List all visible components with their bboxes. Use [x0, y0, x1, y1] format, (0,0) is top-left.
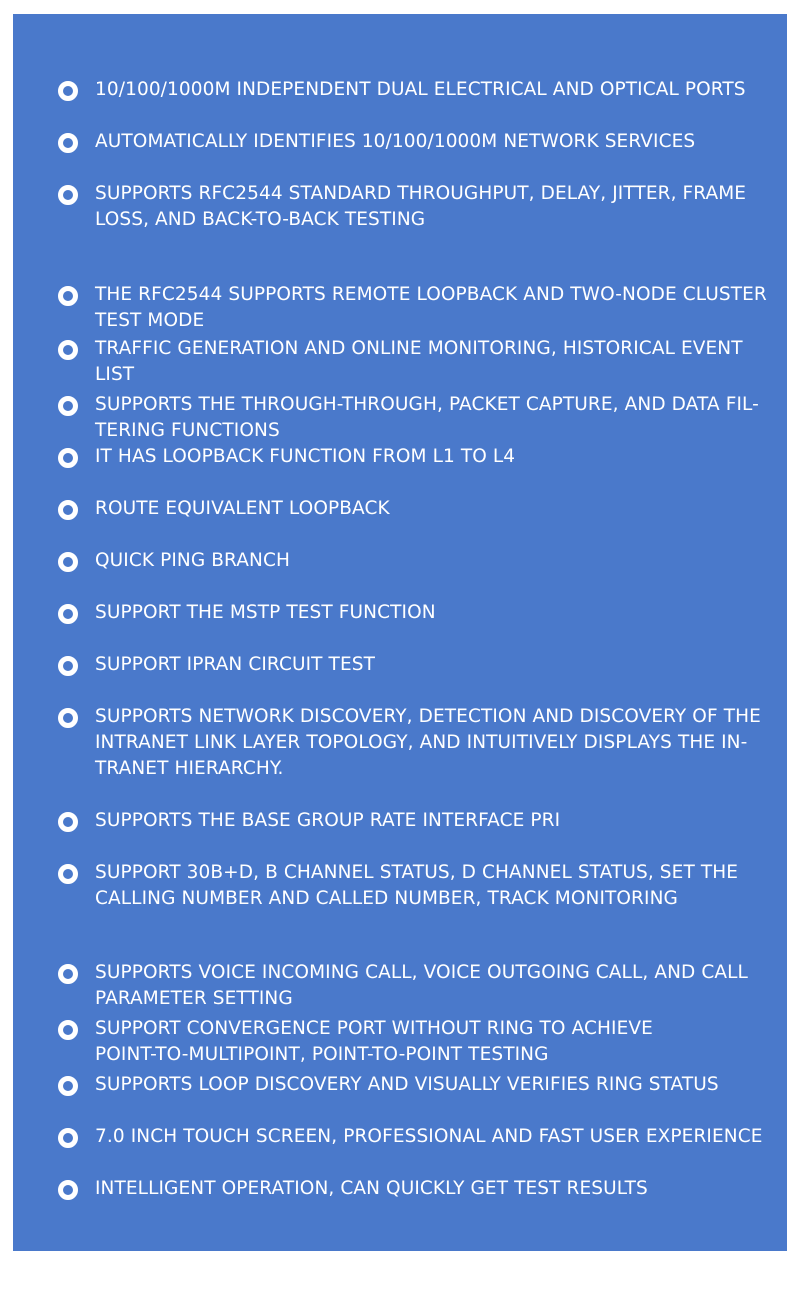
bullet-ring-icon — [58, 1020, 78, 1040]
bullet-ring-icon — [58, 812, 78, 832]
bullet-ring-icon — [58, 500, 78, 520]
feature-text: SUPPORT 30B+D, B CHANNEL STATUS, D CHANNEL STATUS, SET THE CALLING NUMBER AND CALLED NUMBER, TRACK MONITORING — [95, 862, 739, 909]
bullet-ring-icon — [58, 964, 78, 984]
feature-text: SUPPORTS NETWORK DISCOVERY, DETECTION AND DISCOVERY OF THE INTRANET LINK LAYER TOPOLOGY, AND INTUITIVELY DISPLAYS THE IN- TRANET HIERARCHY. — [95, 706, 761, 779]
feature-panel — [13, 14, 787, 1251]
bullet-ring-icon — [58, 604, 78, 624]
feature-text: QUICK PING BRANCH — [95, 550, 290, 571]
feature-text: AUTOMATICALLY IDENTIFIES 10/100/1000M NETWORK SERVICES — [95, 131, 696, 152]
bullet-ring-icon — [58, 133, 78, 153]
feature-text: SUPPORTS LOOP DISCOVERY AND VISUALLY VERIFIES RING STATUS — [95, 1074, 719, 1095]
bullet-ring-icon — [58, 396, 78, 416]
bullet-ring-icon — [58, 656, 78, 676]
feature-text: INTELLIGENT OPERATION, CAN QUICKLY GET TEST RESULTS — [95, 1178, 648, 1199]
bullet-ring-icon — [58, 81, 78, 101]
feature-text: 7.0 INCH TOUCH SCREEN, PROFESSIONAL AND FAST USER EXPERIENCE — [95, 1126, 763, 1147]
bullet-ring-icon — [58, 185, 78, 205]
feature-text: SUPPORT CONVERGENCE PORT WITHOUT RING TO ACHIEVE POINT-TO-MULTIPOINT, POINT-TO-POINT TESTING — [95, 1018, 653, 1065]
bullet-ring-icon — [58, 552, 78, 572]
feature-text: THE RFC2544 SUPPORTS REMOTE LOOPBACK AND TWO-NODE CLUSTER TEST MODE — [95, 284, 767, 331]
feature-text: TRAFFIC GENERATION AND ONLINE MONITORING, HISTORICAL EVENT LIST — [95, 338, 743, 385]
feature-text: ROUTE EQUIVALENT LOOPBACK — [95, 498, 390, 519]
bullet-ring-icon — [58, 286, 78, 306]
bullet-ring-icon — [58, 448, 78, 468]
feature-text: SUPPORTS THE BASE GROUP RATE INTERFACE PRI — [95, 810, 561, 831]
feature-text: 10/100/1000M INDEPENDENT DUAL ELECTRICAL AND OPTICAL PORTS — [95, 79, 746, 100]
feature-text: SUPPORTS THE THROUGH-THROUGH, PACKET CAPTURE, AND DATA FIL- TERING FUNCTIONS — [95, 394, 759, 441]
bullet-ring-icon — [58, 340, 78, 360]
bullet-ring-icon — [58, 1076, 78, 1096]
feature-text: SUPPORT THE MSTP TEST FUNCTION — [95, 602, 436, 623]
feature-text: SUPPORTS RFC2544 STANDARD THROUGHPUT, DELAY, JITTER, FRAME LOSS, AND BACK-TO-BACK TESTING — [95, 183, 747, 230]
bullet-ring-icon — [58, 1180, 78, 1200]
bullet-ring-icon — [58, 708, 78, 728]
feature-text: SUPPORT IPRAN CIRCUIT TEST — [95, 654, 375, 675]
feature-text: SUPPORTS VOICE INCOMING CALL, VOICE OUTGOING CALL, AND CALL PARAMETER SETTING — [95, 962, 748, 1009]
bullet-ring-icon — [58, 1128, 78, 1148]
bullet-ring-icon — [58, 864, 78, 884]
feature-text: IT HAS LOOPBACK FUNCTION FROM L1 TO L4 — [95, 446, 516, 467]
